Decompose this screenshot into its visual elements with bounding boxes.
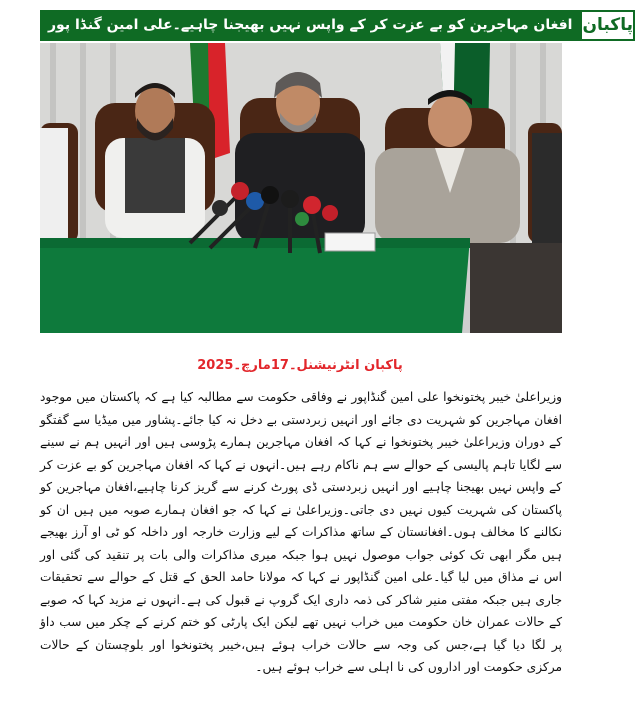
- press-table: [40, 233, 562, 333]
- brand-logo: پاکبان: [580, 10, 635, 41]
- person-far-right: [532, 133, 562, 243]
- article-body: [40, 386, 562, 679]
- headline: افغان مہاجرین کو بے عزت کر کے واپس نہیں بھیجنا چاہیے۔علی امین گنڈا پور: [40, 10, 580, 41]
- header-bar: [40, 10, 633, 41]
- dateline: پاکبان انٹرنیشنل۔17مارچ۔2025: [197, 358, 403, 373]
- photo-illustration: [40, 43, 562, 333]
- article-paragraph: وزیراعلیٰ خیبر پختونخوا علی امین گنڈاپور نے وفاقی حکومت سے مطالبہ کیا ہے کہ پاکستان میں موجود افغان مہاجرین کو شہریت دی جائے اور انہیں زبردستی بے دخل نہ کیا جائے۔پشاور میں میڈیا سے گفتگو کے دوران وزیراعلیٰ خیبر پختونخوا نے کہا کہ افغان مہاجرین ہمارے پڑوسی ہیں اور انہیں ہم نے سینے سے لگایا تاہم پالیسی کے حوالے سے ہم ناکام رہے ہیں۔انہوں نے کہا کہ افغان مہاجرین کو بے عزت کر کے واپس نہیں بھیجنا چاہیے اور انہیں زبردستی ڈی پورٹ کرنے سے گریز کرنا چاہیے،افغان مہاجرین کو پاکستان کی شہریت کیوں نہیں دی جاتی۔وزیراعلیٰ نے کہا کہ جو افغان ہمارے صوبہ میں ہیں ان کو نکالنے کا مخالف ہوں۔افغانستان کے ساتھ مذاکرات کے لیے وزارت خارجہ اور داخلہ کو ٹی او آرز بھیجے ہیں مگر ابھی تک کوئی جواب موصول نہیں ہوا جبکہ میری مذاکرات والی بات پر تنقید کی گئی اور اس نے مذاق میں لیا گیا۔علی امین گنڈاپور نے کہا کہ مولانا حامد الحق کے قتل کے حوالے سے تحقیقات جاری ہیں جبکہ مفتی منیر شاکر کی ذمہ داری ایک گروپ نے قبول کی ہے۔انہوں نے مزید کہا کہ صوبے کے حالات عمران خان حکومت میں خراب نہیں تھے لیکن ایک پارٹی کو ختم کرنے کے چکر میں سب داؤ پر لگا دیا گیا ہے،جس کی وجہ سے حالات خراب ہوئے ہیں،خیبر پختونخوا اور بلوچستان کے حالات مرکزی حکومت اور اداروں کی نا اہلی سے خراب ہوئے ہیں۔: [40, 390, 562, 674]
- person-far-left: [40, 128, 68, 238]
- press-conference-photo: [40, 43, 562, 333]
